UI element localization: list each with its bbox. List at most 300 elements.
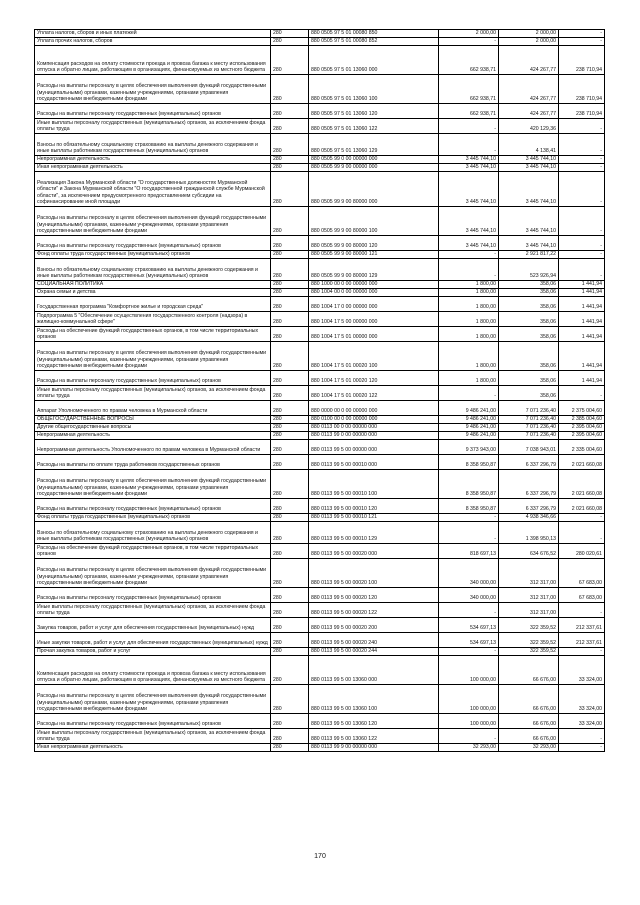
executed-amount-cell: 3 445 744,10 <box>499 172 559 207</box>
executed-amount-cell: 7 071 236,40 <box>499 401 559 416</box>
admin-code-cell: 280 <box>271 75 309 104</box>
executed-amount-cell: 7 071 236,40 <box>499 424 559 432</box>
executed-amount-cell: 424 267,77 <box>499 75 559 104</box>
unexecuted-amount-cell: 1 441,94 <box>559 327 605 342</box>
approved-amount-cell: - <box>439 514 499 522</box>
table-row <box>35 656 605 685</box>
executed-amount-cell: 6 337 296,79 <box>499 499 559 514</box>
row-name-cell: Непрограммная деятельность Уполномоченного по правам человека в Мурманской области <box>35 440 271 455</box>
table-row <box>35 134 605 156</box>
executed-amount-cell: 523 926,94 <box>499 259 559 281</box>
unexecuted-amount-cell: - <box>559 251 605 259</box>
admin-code-cell: 280 <box>271 104 309 119</box>
row-name-cell: Расходы на выплаты персоналу государственных (муниципальных) органов <box>35 588 271 603</box>
executed-amount-cell: 358,06 <box>499 386 559 401</box>
approved-amount-cell: 3 445 744,10 <box>439 164 499 172</box>
row-name-cell: Расходы на выплаты персоналу государственных (муниципальных) органов <box>35 104 271 119</box>
unexecuted-amount-cell: 212 337,61 <box>559 633 605 648</box>
table-row <box>35 156 605 164</box>
budget-code-cell: 880 0113 99 5 00 00020 122 <box>309 603 439 618</box>
admin-code-cell: 280 <box>271 164 309 172</box>
row-name-cell: Иные выплаты персоналу государственных (муниципальных) органов, за исключением фонда оплаты труда <box>35 386 271 401</box>
unexecuted-amount-cell: 280 020,61 <box>559 544 605 559</box>
row-name-cell: Взносы по обязательному социальному страхованию на выплаты денежного содержания и иные выплаты работникам государственных (муниципальных) органов <box>35 259 271 281</box>
table-row <box>35 30 605 38</box>
admin-code-cell: 280 <box>271 522 309 544</box>
row-name-cell: Прочая закупка товаров, работ и услуг <box>35 648 271 656</box>
executed-amount-cell: 2 921 817,22 <box>499 251 559 259</box>
admin-code-cell: 280 <box>271 714 309 729</box>
approved-amount-cell: 2 000,00 <box>439 30 499 38</box>
admin-code-cell: 280 <box>271 281 309 289</box>
table-row <box>35 281 605 289</box>
executed-amount-cell: 3 445 744,10 <box>499 207 559 236</box>
budget-code-cell: 880 0113 99 5 00 13060 100 <box>309 685 439 714</box>
admin-code-cell: 280 <box>271 156 309 164</box>
admin-code-cell: 280 <box>271 134 309 156</box>
admin-code-cell: 280 <box>271 207 309 236</box>
row-name-cell: Иные выплаты персоналу государственных (муниципальных) органов, за исключением фонда оплаты труда <box>35 603 271 618</box>
budget-code-cell: 880 1000 00 0 00 00000 000 <box>309 281 439 289</box>
unexecuted-amount-cell: 1 441,94 <box>559 297 605 312</box>
table-row <box>35 499 605 514</box>
executed-amount-cell: 322 359,52 <box>499 633 559 648</box>
row-name-cell: Уплата налогов, сборов и иных платежей <box>35 30 271 38</box>
budget-code-cell: 880 0113 99 5 00 00020 200 <box>309 618 439 633</box>
unexecuted-amount-cell: 2 335 004,60 <box>559 440 605 455</box>
admin-code-cell: 280 <box>271 440 309 455</box>
executed-amount-cell: 66 676,00 <box>499 656 559 685</box>
budget-code-cell: 880 0113 99 5 00 00020 244 <box>309 648 439 656</box>
approved-amount-cell: 818 697,13 <box>439 544 499 559</box>
unexecuted-amount-cell: - <box>559 164 605 172</box>
unexecuted-amount-cell: - <box>559 729 605 744</box>
budget-code-cell: 880 0113 99 5 00 13060 000 <box>309 656 439 685</box>
executed-amount-cell: 424 267,77 <box>499 104 559 119</box>
executed-amount-cell: 4 138,41 <box>499 134 559 156</box>
row-name-cell: СОЦИАЛЬНАЯ ПОЛИТИКА <box>35 281 271 289</box>
admin-code-cell: 280 <box>271 312 309 327</box>
table-row <box>35 522 605 544</box>
budget-execution-table <box>34 29 605 752</box>
admin-code-cell: 280 <box>271 172 309 207</box>
admin-code-cell: 280 <box>271 386 309 401</box>
approved-amount-cell: 1 800,00 <box>439 281 499 289</box>
executed-amount-cell: 358,06 <box>499 297 559 312</box>
budget-code-cell: 880 0113 99 5 00 00010 100 <box>309 470 439 499</box>
approved-amount-cell: 32 293,00 <box>439 744 499 752</box>
table-row <box>35 236 605 251</box>
row-name-cell: Расходы на выплаты персоналу государственных (муниципальных) органов <box>35 371 271 386</box>
admin-code-cell: 280 <box>271 656 309 685</box>
budget-code-cell: 880 1004 17 0 00 00000 000 <box>309 297 439 312</box>
executed-amount-cell: 420 129,36 <box>499 119 559 134</box>
executed-amount-cell: 424 267,77 <box>499 46 559 75</box>
executed-amount-cell: 2 000,00 <box>499 30 559 38</box>
executed-amount-cell: 358,06 <box>499 327 559 342</box>
executed-amount-cell: 3 445 744,10 <box>499 164 559 172</box>
approved-amount-cell: 340 000,00 <box>439 559 499 588</box>
admin-code-cell: 280 <box>271 236 309 251</box>
admin-code-cell: 280 <box>271 342 309 371</box>
table-row <box>35 648 605 656</box>
executed-amount-cell: 66 676,00 <box>499 729 559 744</box>
unexecuted-amount-cell: - <box>559 514 605 522</box>
admin-code-cell: 280 <box>271 416 309 424</box>
row-name-cell: Расходы на выплаты персоналу в целях обеспечения выполнения функций государственными (муниципальными) органами, казенными учреждениями, органами управления государственными внебюджетными фондами <box>35 75 271 104</box>
unexecuted-amount-cell: - <box>559 648 605 656</box>
unexecuted-amount-cell: - <box>559 119 605 134</box>
table-row <box>35 455 605 470</box>
executed-amount-cell: 6 337 296,79 <box>499 455 559 470</box>
page-number: 170 <box>314 853 326 860</box>
row-name-cell: Иные выплаты персоналу государственных (муниципальных) органов, за исключением фонда оплаты труда <box>35 119 271 134</box>
budget-code-cell: 880 0505 97 5 01 13060 000 <box>309 46 439 75</box>
approved-amount-cell: 3 445 744,10 <box>439 156 499 164</box>
admin-code-cell: 280 <box>271 544 309 559</box>
executed-amount-cell: 358,06 <box>499 371 559 386</box>
admin-code-cell: 280 <box>271 559 309 588</box>
table-row <box>35 588 605 603</box>
budget-code-cell: 880 0113 99 5 00 00010 121 <box>309 514 439 522</box>
table-row <box>35 259 605 281</box>
unexecuted-amount-cell: 238 710,94 <box>559 46 605 75</box>
budget-code-cell: 880 0113 00 0 00 00000 000 <box>309 424 439 432</box>
approved-amount-cell: 1 800,00 <box>439 297 499 312</box>
unexecuted-amount-cell: 33 324,00 <box>559 656 605 685</box>
unexecuted-amount-cell: 1 441,94 <box>559 281 605 289</box>
table-body <box>35 30 605 752</box>
approved-amount-cell: - <box>439 603 499 618</box>
row-name-cell: Взносы по обязательному социальному страхованию на выплаты денежного содержания и иные выплаты работникам государственных (муниципальных) органов <box>35 522 271 544</box>
row-name-cell: Непрограммная деятельность <box>35 156 271 164</box>
approved-amount-cell: 3 445 744,10 <box>439 172 499 207</box>
table-row <box>35 251 605 259</box>
budget-code-cell: 880 0113 99 5 00 00020 000 <box>309 544 439 559</box>
admin-code-cell: 280 <box>271 455 309 470</box>
table-row <box>35 327 605 342</box>
admin-code-cell: 280 <box>271 327 309 342</box>
table-row <box>35 386 605 401</box>
budget-code-cell: 880 0505 97 5 01 13060 122 <box>309 119 439 134</box>
executed-amount-cell: 7 038 943,01 <box>499 440 559 455</box>
unexecuted-amount-cell: 1 441,94 <box>559 289 605 297</box>
approved-amount-cell: 662 938,71 <box>439 75 499 104</box>
budget-code-cell: 880 0113 99 5 00 00010 120 <box>309 499 439 514</box>
approved-amount-cell: - <box>439 251 499 259</box>
unexecuted-amount-cell: 33 324,00 <box>559 685 605 714</box>
executed-amount-cell: 322 359,52 <box>499 618 559 633</box>
executed-amount-cell: 2 000,00 <box>499 38 559 46</box>
executed-amount-cell: 358,06 <box>499 281 559 289</box>
row-name-cell: Уплата прочих налогов, сборов <box>35 38 271 46</box>
row-name-cell: Расходы на выплаты персоналу государственных (муниципальных) органов <box>35 236 271 251</box>
row-name-cell: Охрана семьи и детства <box>35 289 271 297</box>
table-row <box>35 559 605 588</box>
approved-amount-cell: 9 486 241,00 <box>439 401 499 416</box>
unexecuted-amount-cell: 238 710,94 <box>559 75 605 104</box>
table-row <box>35 207 605 236</box>
admin-code-cell: 280 <box>271 603 309 618</box>
unexecuted-amount-cell: 1 441,94 <box>559 312 605 327</box>
table-row <box>35 75 605 104</box>
budget-code-cell: 880 1004 17 5 01 00000 000 <box>309 327 439 342</box>
unexecuted-amount-cell: 2 021 660,08 <box>559 455 605 470</box>
executed-amount-cell: 6 337 296,79 <box>499 470 559 499</box>
executed-amount-cell: 1 398 950,13 <box>499 522 559 544</box>
row-name-cell: Расходы на выплаты персоналу в целях обеспечения выполнения функций государственными (муниципальными) органами, казенными учреждениями, органами управления государственными внебюджетными фондами <box>35 342 271 371</box>
budget-code-cell: 880 1004 00 0 00 00000 000 <box>309 289 439 297</box>
budget-code-cell: 880 0000 00 0 00 00000 000 <box>309 401 439 416</box>
budget-code-cell: 880 0113 99 5 00 00020 120 <box>309 588 439 603</box>
row-name-cell: Непрограммная деятельность <box>35 432 271 440</box>
row-name-cell: Закупка товаров, работ и услуг для обеспечения государственных (муниципальных) нужд <box>35 618 271 633</box>
approved-amount-cell: 9 486 241,00 <box>439 424 499 432</box>
budget-code-cell: 880 1004 17 5 01 00020 120 <box>309 371 439 386</box>
budget-code-cell: 880 0505 99 9 00 80000 121 <box>309 251 439 259</box>
executed-amount-cell: 358,06 <box>499 312 559 327</box>
unexecuted-amount-cell: 212 337,61 <box>559 618 605 633</box>
table-row <box>35 714 605 729</box>
budget-code-cell: 880 1004 17 5 01 00020 100 <box>309 342 439 371</box>
admin-code-cell: 280 <box>271 259 309 281</box>
approved-amount-cell: 1 800,00 <box>439 371 499 386</box>
approved-amount-cell: 3 445 744,10 <box>439 236 499 251</box>
table-row <box>35 618 605 633</box>
approved-amount-cell: 340 000,00 <box>439 588 499 603</box>
row-name-cell: ОБЩЕГОСУДАРСТВЕННЫЕ ВОПРОСЫ <box>35 416 271 424</box>
admin-code-cell: 280 <box>271 432 309 440</box>
budget-code-cell: 880 0505 97 5 01 00080 850 <box>309 30 439 38</box>
admin-code-cell: 280 <box>271 371 309 386</box>
row-name-cell: Расходы на выплаты персоналу в целях обеспечения выполнения функций государственными (муниципальными) органами, казенными учреждениями, органами управления государственными внебюджетными фондами <box>35 685 271 714</box>
executed-amount-cell: 634 676,52 <box>499 544 559 559</box>
admin-code-cell: 280 <box>271 499 309 514</box>
approved-amount-cell: - <box>439 729 499 744</box>
executed-amount-cell: 66 676,00 <box>499 685 559 714</box>
admin-code-cell: 280 <box>271 588 309 603</box>
table-row <box>35 342 605 371</box>
table-row <box>35 633 605 648</box>
unexecuted-amount-cell: - <box>559 156 605 164</box>
row-name-cell: Расходы на выплаты персоналу в целях обеспечения выполнения функций государственными (муниципальными) органами, казенными учреждениями, органами управления государственными внебюджетными фондами <box>35 470 271 499</box>
row-name-cell: Расходы на выплаты по оплате труда работников государственных органов <box>35 455 271 470</box>
table-row <box>35 371 605 386</box>
approved-amount-cell: 662 938,71 <box>439 46 499 75</box>
approved-amount-cell: 100 000,00 <box>439 685 499 714</box>
budget-code-cell: 880 0113 99 5 00 00000 000 <box>309 440 439 455</box>
executed-amount-cell: 312 317,00 <box>499 559 559 588</box>
approved-amount-cell: 8 358 950,87 <box>439 499 499 514</box>
admin-code-cell: 280 <box>271 648 309 656</box>
executed-amount-cell: 358,06 <box>499 342 559 371</box>
row-name-cell: Реализация Закона Мурманской области "О государственных должностях Мурманской области" и Закона Мурманской области "О государственной гражданской службе Мурманской области", за исключением предусмотренного предоставлением субсидии на софинансирование иной площади <box>35 172 271 207</box>
table-row <box>35 514 605 522</box>
admin-code-cell: 280 <box>271 744 309 752</box>
approved-amount-cell: 8 358 950,87 <box>439 455 499 470</box>
unexecuted-amount-cell: - <box>559 236 605 251</box>
table-row <box>35 729 605 744</box>
executed-amount-cell: 7 071 236,40 <box>499 416 559 424</box>
approved-amount-cell: 1 800,00 <box>439 342 499 371</box>
row-name-cell: Расходы на обеспечение функций государственных органов, в том числе территориальных органов <box>35 544 271 559</box>
table-row <box>35 424 605 432</box>
unexecuted-amount-cell: 1 441,94 <box>559 371 605 386</box>
row-name-cell: Подпрограмма 5 "Обеспечение осуществления государственного контроля (надзора) в жилищно-коммунальной сфере" <box>35 312 271 327</box>
unexecuted-amount-cell: 33 324,00 <box>559 714 605 729</box>
table-row <box>35 104 605 119</box>
approved-amount-cell: - <box>439 259 499 281</box>
admin-code-cell: 280 <box>271 401 309 416</box>
budget-code-cell: 880 0113 99 5 00 00010 000 <box>309 455 439 470</box>
table-row <box>35 312 605 327</box>
budget-code-cell: 880 0505 99 9 00 80000 120 <box>309 236 439 251</box>
row-name-cell: Иные закупки товаров, работ и услуг для обеспечения государственных (муниципальных) нужд <box>35 633 271 648</box>
unexecuted-amount-cell: 2 385 004,60 <box>559 416 605 424</box>
unexecuted-amount-cell: 2 395 004,60 <box>559 424 605 432</box>
row-name-cell: Расходы на обеспечение функций государственных органов, в том числе территориальных органов <box>35 327 271 342</box>
admin-code-cell: 280 <box>271 514 309 522</box>
unexecuted-amount-cell: 1 441,94 <box>559 342 605 371</box>
approved-amount-cell: - <box>439 522 499 544</box>
budget-code-cell: 880 0113 99 5 00 00020 100 <box>309 559 439 588</box>
unexecuted-amount-cell: - <box>559 30 605 38</box>
unexecuted-amount-cell: 67 683,00 <box>559 559 605 588</box>
executed-amount-cell: 3 445 744,10 <box>499 156 559 164</box>
executed-amount-cell: 3 445 744,10 <box>499 236 559 251</box>
row-name-cell: Взносы по обязательному социальному страхованию на выплаты денежного содержания и иные выплаты работникам государственных (муниципальных) органов <box>35 134 271 156</box>
unexecuted-amount-cell: 67 683,00 <box>559 588 605 603</box>
approved-amount-cell: 1 800,00 <box>439 289 499 297</box>
budget-code-cell: 880 0113 99 5 00 13060 122 <box>309 729 439 744</box>
table-row <box>35 470 605 499</box>
budget-code-cell: 880 0100 00 0 00 00000 000 <box>309 416 439 424</box>
unexecuted-amount-cell: - <box>559 744 605 752</box>
approved-amount-cell: - <box>439 119 499 134</box>
executed-amount-cell: 322 359,52 <box>499 648 559 656</box>
approved-amount-cell: 100 000,00 <box>439 714 499 729</box>
approved-amount-cell: 100 000,00 <box>439 656 499 685</box>
executed-amount-cell: 4 938 346,66 <box>499 514 559 522</box>
budget-code-cell: 880 0505 99 9 00 00000 000 <box>309 164 439 172</box>
unexecuted-amount-cell: - <box>559 172 605 207</box>
approved-amount-cell: 662 938,71 <box>439 104 499 119</box>
table-row <box>35 685 605 714</box>
executed-amount-cell: 66 676,00 <box>499 714 559 729</box>
approved-amount-cell: 9 486 241,00 <box>439 432 499 440</box>
admin-code-cell: 280 <box>271 685 309 714</box>
row-name-cell: Расходы на выплаты персоналу в целях обеспечения выполнения функций государственными (муниципальными) органами, казенными учреждениями, органами управления государственными внебюджетными фондами <box>35 559 271 588</box>
budget-code-cell: 880 0113 99 5 00 13060 120 <box>309 714 439 729</box>
table-row <box>35 416 605 424</box>
approved-amount-cell: 9 373 943,00 <box>439 440 499 455</box>
row-name-cell: Иная непрограммная деятельность <box>35 744 271 752</box>
admin-code-cell: 280 <box>271 297 309 312</box>
unexecuted-amount-cell: - <box>559 207 605 236</box>
executed-amount-cell: 358,06 <box>499 289 559 297</box>
table-row <box>35 38 605 46</box>
budget-code-cell: 880 0505 97 5 01 00080 852 <box>309 38 439 46</box>
approved-amount-cell: 3 445 744,10 <box>439 207 499 236</box>
budget-code-cell: 880 0505 99 0 00 00000 000 <box>309 156 439 164</box>
approved-amount-cell: 1 800,00 <box>439 327 499 342</box>
admin-code-cell: 280 <box>271 30 309 38</box>
budget-code-cell: 880 0113 99 9 00 00000 000 <box>309 744 439 752</box>
budget-code-cell: 880 0113 99 5 00 00010 129 <box>309 522 439 544</box>
table-row <box>35 603 605 618</box>
admin-code-cell: 280 <box>271 46 309 75</box>
table-row <box>35 440 605 455</box>
unexecuted-amount-cell: - <box>559 134 605 156</box>
table-row <box>35 289 605 297</box>
budget-code-cell: 880 1004 17 5 01 00020 122 <box>309 386 439 401</box>
admin-code-cell: 280 <box>271 38 309 46</box>
admin-code-cell: 280 <box>271 289 309 297</box>
approved-amount-cell: - <box>439 648 499 656</box>
executed-amount-cell: 312 317,00 <box>499 603 559 618</box>
executed-amount-cell: 312 317,00 <box>499 588 559 603</box>
table-row <box>35 46 605 75</box>
table-row <box>35 297 605 312</box>
admin-code-cell: 280 <box>271 251 309 259</box>
approved-amount-cell: 534 697,13 <box>439 633 499 648</box>
table-row <box>35 544 605 559</box>
unexecuted-amount-cell: - <box>559 259 605 281</box>
budget-code-cell: 880 0505 97 5 01 13060 120 <box>309 104 439 119</box>
table-row <box>35 432 605 440</box>
unexecuted-amount-cell: - <box>559 603 605 618</box>
row-name-cell: Другие общегосударственные вопросы <box>35 424 271 432</box>
approved-amount-cell: - <box>439 38 499 46</box>
approved-amount-cell: 1 800,00 <box>439 312 499 327</box>
table-row <box>35 164 605 172</box>
budget-code-cell: 880 0113 99 0 00 00000 000 <box>309 432 439 440</box>
approved-amount-cell: - <box>439 134 499 156</box>
budget-code-cell: 880 0113 99 5 00 00020 240 <box>309 633 439 648</box>
budget-code-cell: 880 0505 97 5 01 13060 129 <box>309 134 439 156</box>
row-name-cell: Расходы на выплаты персоналу государственных (муниципальных) органов <box>35 499 271 514</box>
executed-amount-cell: 7 071 236,40 <box>499 432 559 440</box>
unexecuted-amount-cell: - <box>559 38 605 46</box>
unexecuted-amount-cell: - <box>559 522 605 544</box>
row-name-cell: Расходы на выплаты персоналу государственных (муниципальных) органов <box>35 714 271 729</box>
admin-code-cell: 280 <box>271 633 309 648</box>
row-name-cell: Компенсация расходов на оплату стоимости проезда и провоза багажа к месту использования отпуска и обратно лицам, работающим в организациях, финансируемых из местного бюджета <box>35 656 271 685</box>
unexecuted-amount-cell: 2 021 660,08 <box>559 470 605 499</box>
row-name-cell: Компенсация расходов на оплату стоимости проезда и провоза багажа к месту использования отпуска и обратно лицам, работающим в организациях, финансируемых из местного бюджета <box>35 46 271 75</box>
table-row <box>35 744 605 752</box>
approved-amount-cell: - <box>439 386 499 401</box>
budget-code-cell: 880 1004 17 5 00 00000 000 <box>309 312 439 327</box>
row-name-cell: Государственная программа "Комфортное жилье и городская среда" <box>35 297 271 312</box>
budget-code-cell: 880 0505 97 5 01 13060 100 <box>309 75 439 104</box>
row-name-cell: Аппарат Уполномоченного по правам человека в Мурманской области <box>35 401 271 416</box>
budget-code-cell: 880 0505 99 9 00 80000 000 <box>309 172 439 207</box>
row-name-cell: Расходы на выплаты персоналу в целях обеспечения выполнения функций государственными (муниципальными) органами, казенными учреждениями, органами управления государственными внебюджетными фондами <box>35 207 271 236</box>
unexecuted-amount-cell: 2 021 660,08 <box>559 499 605 514</box>
executed-amount-cell: 32 293,00 <box>499 744 559 752</box>
approved-amount-cell: 9 486 241,00 <box>439 416 499 424</box>
admin-code-cell: 280 <box>271 119 309 134</box>
admin-code-cell: 280 <box>271 618 309 633</box>
unexecuted-amount-cell: 2 395 004,60 <box>559 432 605 440</box>
table-row <box>35 119 605 134</box>
approved-amount-cell: 8 358 950,87 <box>439 470 499 499</box>
unexecuted-amount-cell: - <box>559 386 605 401</box>
row-name-cell: Фонд оплаты труда государственных (муниципальных) органов <box>35 251 271 259</box>
table-row <box>35 401 605 416</box>
unexecuted-amount-cell: 238 710,94 <box>559 104 605 119</box>
